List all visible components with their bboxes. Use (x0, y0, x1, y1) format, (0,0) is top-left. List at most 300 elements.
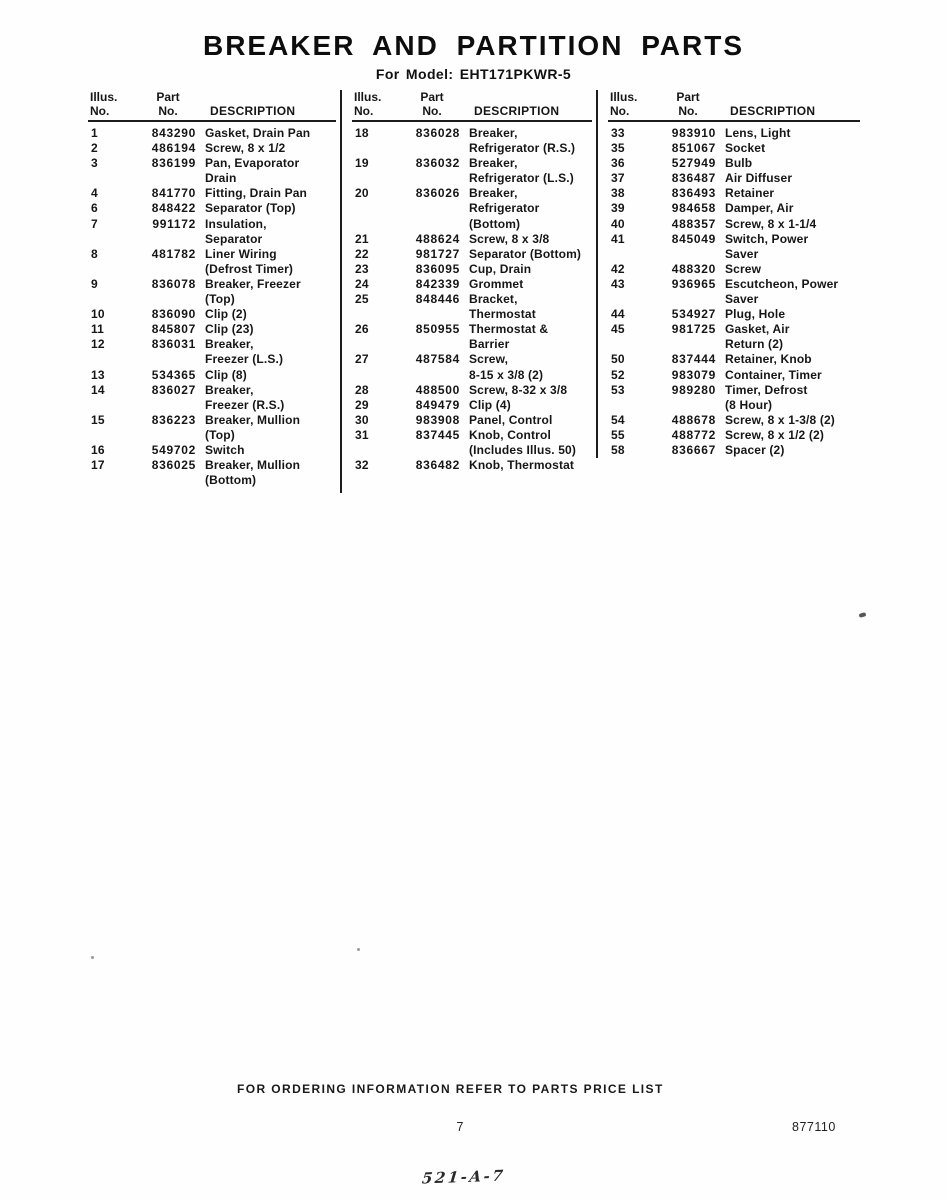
description-line: (Includes Illus. 50) (469, 442, 577, 457)
description-value (196, 201, 336, 216)
illus-no-value: 30 (355, 412, 369, 427)
part-no-value: 836482 (415, 458, 460, 473)
table-row (608, 232, 860, 262)
page-title: BREAKER AND PARTITION PARTS (202, 30, 745, 61)
illus-no-value: 50 (611, 352, 625, 367)
description-line: Plug, Hole (725, 307, 786, 322)
illus-no-value: 36 (611, 156, 625, 171)
part-no-value: 845807 (151, 322, 196, 337)
part-no-value: 991172 (152, 216, 196, 231)
part-no-value: 836078 (151, 276, 196, 291)
description-line: Breaker, (469, 156, 518, 171)
description-value (460, 277, 592, 292)
illus-no-value: 32 (355, 458, 369, 473)
illus-header-label: Illus. (354, 90, 382, 104)
description-line: Refrigerator (469, 201, 540, 216)
part-no-value: 488678 (671, 412, 716, 427)
illus-no-value: 22 (355, 246, 369, 261)
illus-no-value: 29 (355, 397, 369, 412)
illus-no-value: 55 (611, 427, 625, 442)
table-row (352, 398, 592, 413)
table-row (608, 307, 860, 322)
part-no-value: 851067 (671, 141, 716, 156)
part-no-header-label: No. (678, 104, 698, 118)
description-line: Retainer, Knob (725, 352, 812, 367)
description-line: Knob, Thermostat (469, 458, 575, 473)
part-no-value: 836028 (415, 126, 460, 140)
illus-no-value: 41 (611, 231, 625, 246)
illus-no-value: 16 (91, 442, 105, 457)
illus-no-value: 13 (91, 367, 105, 382)
description-value (716, 443, 860, 458)
illus-no-value: 26 (355, 322, 369, 337)
table-row (608, 368, 860, 383)
description-line: Screw (725, 261, 762, 276)
part-no-value: 989280 (671, 382, 716, 397)
part-no-value: 837445 (415, 427, 460, 442)
description-line: (Top) (205, 427, 235, 442)
table-row (352, 352, 592, 382)
handwritten-mark: 521-A-7 (421, 1166, 507, 1188)
description-line: Gasket, Air (725, 322, 790, 337)
description-value (716, 368, 860, 383)
description-line: Clip (4) (469, 397, 511, 412)
table-row (88, 413, 336, 443)
part-no-value: 849479 (415, 397, 460, 412)
table-row (88, 307, 336, 322)
part-no-value: 488772 (671, 427, 716, 442)
illus-no-value: 38 (611, 186, 625, 201)
table-row (608, 186, 860, 201)
part-no-header-label: No. (422, 104, 442, 118)
illus-header-label: Illus. (90, 90, 118, 104)
part-no-value: 836095 (415, 261, 460, 276)
description-line: Socket (725, 141, 766, 156)
part-no-value: 848446 (415, 292, 460, 307)
table-row (88, 277, 336, 307)
table-row (88, 201, 336, 216)
illus-no-value: 33 (611, 126, 625, 140)
part-no-value: 845049 (671, 231, 716, 246)
illus-no-value: 52 (611, 367, 625, 382)
description-line: Screw, 8 x 1-1/4 (725, 216, 817, 231)
description-line: (Defrost Timer) (205, 261, 294, 276)
description-line: Breaker, (205, 382, 254, 397)
table-row (608, 277, 860, 307)
table-row (88, 141, 336, 156)
parts-column-2 (352, 90, 592, 473)
description-line: (8 Hour) (725, 397, 773, 412)
description-line: Screw, 8 x 1-3/8 (2) (725, 412, 835, 427)
table-row (608, 126, 860, 141)
table-row (352, 232, 592, 247)
table-row (352, 186, 592, 231)
description-line: Return (2) (725, 337, 784, 352)
table-row (608, 352, 860, 367)
description-value (460, 292, 592, 322)
illus-no-value: 58 (611, 442, 625, 457)
part-header-label: Part (420, 90, 444, 104)
table-row (88, 322, 336, 337)
table-row (608, 201, 860, 216)
illus-no-value: 18 (355, 126, 369, 140)
description-value (716, 262, 860, 277)
illus-no-value: 24 (355, 276, 369, 291)
part-header-label: Part (156, 90, 180, 104)
description-value (460, 413, 592, 428)
description-value (196, 247, 336, 277)
description-value (716, 171, 860, 186)
table-row (608, 156, 860, 171)
description-value (196, 322, 336, 337)
table-row (88, 443, 336, 458)
ordering-note: FOR ORDERING INFORMATION REFER TO PARTS PRICE LIST (237, 1082, 664, 1096)
description-line: Separator (Top) (205, 201, 296, 216)
illus-no-value: 8 (91, 246, 98, 261)
description-value (716, 232, 860, 262)
illus-no-value: 10 (91, 307, 105, 322)
description-value (196, 337, 336, 367)
description-line: Retainer (725, 186, 775, 201)
part-no-value: 836223 (151, 412, 196, 427)
description-value (196, 156, 336, 186)
table-row (88, 337, 336, 367)
description-value (196, 368, 336, 383)
doc-number: 877110 (792, 1120, 836, 1134)
part-no-value: 527949 (671, 156, 716, 171)
description-value (460, 322, 592, 352)
table-row (352, 292, 592, 322)
header-spacer (196, 90, 336, 104)
illus-no-value: 53 (611, 382, 625, 397)
description-value (716, 307, 860, 322)
description-line: Drain (205, 171, 237, 186)
description-line: (Top) (205, 292, 235, 307)
column-rows (608, 126, 860, 458)
part-no-value: 981727 (415, 246, 460, 261)
description-line: Gasket, Drain Pan (205, 126, 311, 140)
description-value (716, 413, 860, 428)
description-line: Breaker, Freezer (205, 276, 301, 291)
illus-no-value: 45 (611, 322, 625, 337)
part-no-value: 837444 (671, 352, 716, 367)
description-line: Switch, Power (725, 231, 809, 246)
part-no-value: 486194 (151, 141, 196, 156)
table-row (352, 428, 592, 458)
table-row (608, 262, 860, 277)
table-row (88, 156, 336, 186)
illus-no-value: 2 (91, 141, 98, 156)
description-value (716, 322, 860, 352)
description-line: Knob, Control (469, 427, 551, 442)
column-header (88, 90, 336, 122)
description-line: Refrigerator (R.S.) (469, 141, 576, 156)
description-value (460, 262, 592, 277)
part-no-value: 488357 (671, 216, 716, 231)
description-line: Liner Wiring (205, 246, 277, 261)
description-line: Clip (8) (205, 367, 247, 382)
table-row (608, 428, 860, 443)
description-line: Container, Timer (725, 367, 822, 382)
description-line: Switch (205, 442, 245, 457)
description-value (196, 217, 336, 247)
part-no-value: 981725 (671, 322, 716, 337)
description-line: Pan, Evaporator (205, 156, 300, 171)
illus-no-value: 40 (611, 216, 625, 231)
part-no-value: 534927 (671, 307, 716, 322)
table-row (88, 458, 336, 488)
description-line: Breaker, (205, 337, 254, 352)
part-no-value: 850955 (415, 322, 460, 337)
table-row (608, 413, 860, 428)
description-line: Separator (Bottom) (469, 246, 582, 261)
part-no-value: 487584 (415, 352, 460, 367)
illus-no-value: 43 (611, 276, 625, 291)
description-line: Thermostat (469, 307, 536, 322)
illus-no-header-label: No. (610, 104, 630, 118)
description-line: Escutcheon, Power (725, 276, 839, 291)
parts-table (88, 90, 860, 500)
parts-column-3 (608, 90, 860, 458)
description-value (460, 186, 592, 231)
description-value (716, 141, 860, 156)
illus-no-value: 9 (91, 276, 98, 291)
description-header-label: DESCRIPTION (730, 104, 816, 118)
description-line: Screw, 8 x 3/8 (469, 231, 550, 246)
part-no-value: 836199 (151, 156, 196, 171)
description-line: Breaker, Mullion (205, 412, 301, 427)
description-line: Timer, Defrost (725, 382, 808, 397)
description-value (460, 126, 592, 156)
part-no-value: 843290 (151, 126, 196, 140)
description-value (460, 232, 592, 247)
illus-no-value: 1 (91, 126, 98, 140)
description-value (196, 307, 336, 322)
table-row (608, 141, 860, 156)
model-subtitle: For Model: EHT171PKWR-5 (375, 66, 572, 82)
part-no-value: 836032 (415, 156, 460, 171)
description-value (460, 156, 592, 186)
illus-no-value: 35 (611, 141, 625, 156)
description-line: Fitting, Drain Pan (205, 186, 308, 201)
table-row (352, 458, 592, 473)
illus-no-value: 31 (355, 427, 369, 442)
table-row (88, 126, 336, 141)
scan-speck (357, 948, 360, 951)
description-line: Insulation, (205, 216, 267, 231)
table-row (352, 247, 592, 262)
illus-no-value: 25 (355, 292, 369, 307)
description-value (196, 413, 336, 443)
illus-header-label: Illus. (610, 90, 638, 104)
illus-no-value: 28 (355, 382, 369, 397)
page-number: 7 (456, 1120, 464, 1134)
description-line: Freezer (L.S.) (205, 352, 284, 367)
description-line: Screw, 8 x 1/2 (205, 141, 286, 156)
description-line: Bracket, (469, 292, 518, 307)
description-value (460, 458, 592, 473)
column-header (352, 90, 592, 122)
illus-no-value: 37 (611, 171, 625, 186)
part-no-value: 983910 (671, 126, 716, 140)
illus-no-value: 12 (91, 337, 105, 352)
part-no-value: 836487 (671, 171, 716, 186)
illus-no-value: 39 (611, 201, 625, 216)
description-value (196, 458, 336, 488)
illus-no-value: 54 (611, 412, 625, 427)
part-no-value: 836026 (415, 186, 460, 201)
part-no-value: 983908 (415, 412, 460, 427)
description-header-label: DESCRIPTION (210, 104, 296, 118)
description-line: Freezer (R.S.) (205, 397, 285, 412)
table-row (88, 186, 336, 201)
table-row (608, 171, 860, 186)
description-value (716, 428, 860, 443)
description-line: Breaker, (469, 186, 518, 201)
description-value (716, 201, 860, 216)
column-divider (340, 90, 342, 493)
illus-no-value: 20 (355, 186, 369, 201)
illus-no-value: 19 (355, 156, 369, 171)
table-row (352, 322, 592, 352)
description-value (460, 247, 592, 262)
description-value (460, 383, 592, 398)
description-value (196, 443, 336, 458)
part-no-value: 534365 (151, 367, 196, 382)
part-no-value: 481782 (151, 246, 196, 261)
illus-no-value: 7 (91, 216, 98, 231)
illus-no-header-label: No. (90, 104, 110, 118)
part-no-value: 848422 (151, 201, 196, 216)
description-value (716, 186, 860, 201)
description-value (196, 383, 336, 413)
table-row (352, 156, 592, 186)
description-value (716, 126, 860, 141)
description-line: Saver (725, 292, 759, 307)
part-no-value: 836031 (151, 337, 196, 352)
part-no-value: 836667 (671, 442, 716, 457)
table-row (88, 368, 336, 383)
part-no-value: 488624 (415, 231, 460, 246)
part-no-value: 842339 (415, 276, 460, 291)
description-value (460, 352, 592, 382)
illus-no-value: 21 (355, 231, 369, 246)
description-line: Refrigerator (L.S.) (469, 171, 574, 186)
description-line: Lens, Light (725, 126, 791, 140)
header-spacer (716, 90, 860, 104)
illus-no-value: 44 (611, 307, 625, 322)
description-line: Breaker, (469, 126, 518, 140)
table-row (352, 383, 592, 398)
part-no-value: 488500 (415, 382, 460, 397)
scan-speck (91, 956, 94, 959)
illus-no-value: 6 (91, 201, 98, 216)
description-line: Air Diffuser (725, 171, 793, 186)
description-header-label: DESCRIPTION (474, 104, 560, 118)
part-no-header-label: No. (158, 104, 178, 118)
description-line: (Bottom) (469, 216, 521, 231)
table-row (88, 383, 336, 413)
scan-smudge (859, 612, 867, 618)
part-no-value: 841770 (151, 186, 196, 201)
illus-no-value: 4 (91, 186, 98, 201)
part-no-value: 984658 (671, 201, 716, 216)
part-no-value: 488320 (671, 261, 716, 276)
table-row (352, 413, 592, 428)
table-row (88, 247, 336, 277)
header-spacer (460, 90, 592, 104)
illus-no-value: 23 (355, 261, 369, 276)
description-line: Panel, Control (469, 412, 553, 427)
table-row (88, 217, 336, 247)
description-line: Separator (205, 231, 263, 246)
table-row (608, 443, 860, 458)
description-value (716, 217, 860, 232)
table-row (352, 277, 592, 292)
description-line: Barrier (469, 337, 510, 352)
part-no-value: 836027 (151, 382, 196, 397)
description-line: (Bottom) (205, 473, 257, 488)
description-value (196, 126, 336, 141)
table-row (352, 262, 592, 277)
description-value (196, 277, 336, 307)
description-line: Saver (725, 246, 759, 261)
description-value (460, 428, 592, 458)
column-divider (596, 90, 598, 458)
description-line: Screw, (469, 352, 509, 367)
illus-no-value: 11 (91, 322, 104, 337)
table-row (608, 217, 860, 232)
illus-no-value: 14 (91, 382, 105, 397)
description-value (716, 383, 860, 413)
part-no-value: 983079 (671, 367, 716, 382)
column-rows (88, 126, 336, 488)
part-no-value: 836025 (151, 458, 196, 473)
description-value (460, 398, 592, 413)
part-no-value: 936965 (671, 276, 716, 291)
illus-no-value: 27 (355, 352, 369, 367)
description-line: Screw, 8-32 x 3/8 (469, 382, 568, 397)
part-no-value: 549702 (151, 442, 196, 457)
description-value (716, 352, 860, 367)
description-line: Spacer (2) (725, 442, 785, 457)
description-line: Breaker, Mullion (205, 458, 301, 473)
illus-no-value: 42 (611, 261, 625, 276)
illus-no-value: 3 (91, 156, 98, 171)
description-line: Thermostat & (469, 322, 549, 337)
description-line: Bulb (725, 156, 753, 171)
table-row (608, 322, 860, 352)
illus-no-header-label: No. (354, 104, 374, 118)
description-line: 8-15 x 3/8 (2) (469, 367, 544, 382)
column-rows (352, 126, 592, 473)
description-value (196, 141, 336, 156)
column-header (608, 90, 860, 122)
description-line: Cup, Drain (469, 261, 532, 276)
parts-column-1 (88, 90, 336, 488)
description-line: Grommet (469, 276, 524, 291)
description-value (196, 186, 336, 201)
illus-no-value: 15 (91, 412, 105, 427)
table-row (352, 126, 592, 156)
description-line: Screw, 8 x 1/2 (2) (725, 427, 824, 442)
part-header-label: Part (676, 90, 700, 104)
illus-no-value: 17 (91, 458, 105, 473)
description-line: Clip (23) (205, 322, 254, 337)
part-no-value: 836090 (151, 307, 196, 322)
description-line: Damper, Air (725, 201, 794, 216)
description-value (716, 277, 860, 307)
